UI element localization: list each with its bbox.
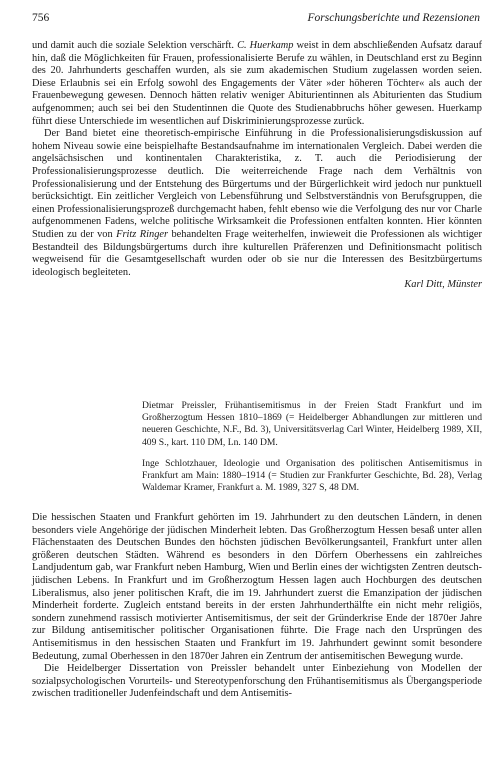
text-run: behandelten Frage weiterhelfen, inwieweit die Professionen als wichtiger Bestandteil des Bildungsbürgertums durch ihre kulturellen Präferenzen und Definitionsmacht politisch wegweisend für die Gesamtgesellschaft wurden oder ob sie nur die Interessen des Besitzbürgertums ideologisch begleiteten.	[32, 228, 482, 278]
running-title: Forschungsberichte und Rezensionen	[307, 12, 480, 24]
bibliography-text: Dietmar Preissler, Frühantisemitismus in der Freien Stadt Frankfurt und im Großherzogtum Hessen 1810–1869 (= Heidelberger Abhandlungen zur mittleren und neueren Geschichte, N.F., Bd. 3), Universitätsverlag Carl Winter, Heidelberg 1989, XII, 409 S., kart. 110 DM, Ln. 140 DM.	[142, 400, 482, 448]
paragraph-summary	[32, 128, 482, 279]
bibliography-entry-preissler	[142, 400, 482, 449]
reviewer-signature: Karl Ditt, Münster	[404, 279, 482, 291]
text-run: Der Band bietet eine theoretisch-empirische Einführung in die Professionalisierungsdiskussion auf hohem Niveau sowie eine beispielhafte Bestandsaufnahme im internationalen Vergleich. Dabei werden die angelsächsischen und kontinentalen Charakteristika, z. T. auch die Periodisierung der Professionalisierungsprozesse deutlich. Die weiterreichende Frage nach dem Verhältnis von Professionalisierung und der Entstehung des Bürgertums und der Bürgerlichkeit wird jedoch nur punktuell berücksichtigt. Ein zeitlicher Vergleich von Lebensführung und Selbstverständnis von Berufsgruppen, die einen Professionalisierungsprozeß durchgemacht haben, fehlt ebenso wie die Verfolgung des nur vor Charle aufgenommenen Fadens, welche politische Wirksamkeit die Professionen entfalten konnten. Hier könnten Studien zu der von	[32, 128, 482, 240]
paragraph-intro: Die hessischen Staaten und Frankfurt gehörten im 19. Jahrhundert zu den deutschen Ländern, in denen besonders viele Angehörige der jüdischen Minderheit lebten. Das Großherzogtum Hessen besaß unter allen Flächenstaaten des Deutschen Bundes den höchsten jüdischen Bevölkerungsanteil, Frankfurt unter allen größeren deutschen Städten. Während es besonders in den Dörfern Oberhessens ein zahlreiches Landjudentum gab, war Frankfurt neben Hamburg, Wien und Berlin eines der wichtigsten Zentren deutsch-jüdischen Lebens. In Frankfurt und im Großherzogtum Hessen lagen auch Hochburgen des deutschen Liberalismus, also jener politischen Kraft, die im 19. Jahrhundert zuerst die Emanzipation der jüdischen Minderheit forderte. Zugleich entstand bereits in der ersten Jahrhunderthälfte ein nicht mehr religiös, sondern zunehmend rassisch motivierter Antisemitismus, der seit der Gründerkrise Ende der 1870er Jahre zur Bildung antisemitischer politischer Organisationen führte. Die Frage nach den Ursprüngen des Antisemitismus in den hessischen Staaten und Frankfurt im 19. Jahrhundert gewinnt somit besondere Bedeutung, zumal Oberhessen in den 1870er Jahren ein Zentrum der antisemitischen Bewegung wurde.	[32, 512, 482, 662]
author-name: Fritz Ringer	[116, 228, 169, 240]
bibliography-text: Inge Schlotzhauer, Ideologie und Organisation des politischen Antisemitismus in Frankfurt am Main: 1880–1914 (= Studien zur Frankfurter Geschichte, Bd. 28), Verlag Waldemar Kramer, Frankfurt a. M. 1989, 327 S, 48 DM.	[142, 458, 482, 494]
paragraph-huerkamp	[32, 40, 482, 128]
page-header	[32, 10, 480, 26]
review-body	[32, 512, 482, 701]
page-number: 756	[32, 12, 50, 24]
review-continuation	[32, 40, 482, 292]
bibliography-entry-schlotzhauer	[142, 458, 482, 495]
paragraph-preissler: Die Heidelberger Dissertation von Preissler behandelt unter Einbeziehung von Modellen der sozialpsychologischen Vorurteils- und Stereotypenforschung den Frühantisemitismus als Übergangsperiode zwischen traditioneller Judenfeindschaft und dem Antisemitis-	[32, 663, 482, 700]
text-run: und damit auch die soziale Selektion verschärft.	[32, 40, 238, 51]
text-run: weist in dem abschließenden Aufsatz darauf hin, daß die Möglichkeiten für Frauen, professionalisierte Berufe zu wählen, in Deutschland erst zu Beginn des 20. Jahrhunderts geschaffen wurden, als sie zum akademischen Studium zugelassen worden seien. Diese Erlaubnis sei ein Erfolg sowohl des Engagements der Väter »der höheren Töchter« als auch der Frauenbewegung gewesen. Dennoch hätten relativ weniger Abiturientinnen als Abiturienten das Studium aufgenommen; auch sei bei den Studentinnen die Quote des Studienabbruchs höher gewesen. Huerkamp führt diese Unterschiede im wesentlichen auf Diskriminierungsprozesse zurück.	[32, 40, 482, 127]
author-name: C. Huerkamp	[237, 40, 294, 51]
